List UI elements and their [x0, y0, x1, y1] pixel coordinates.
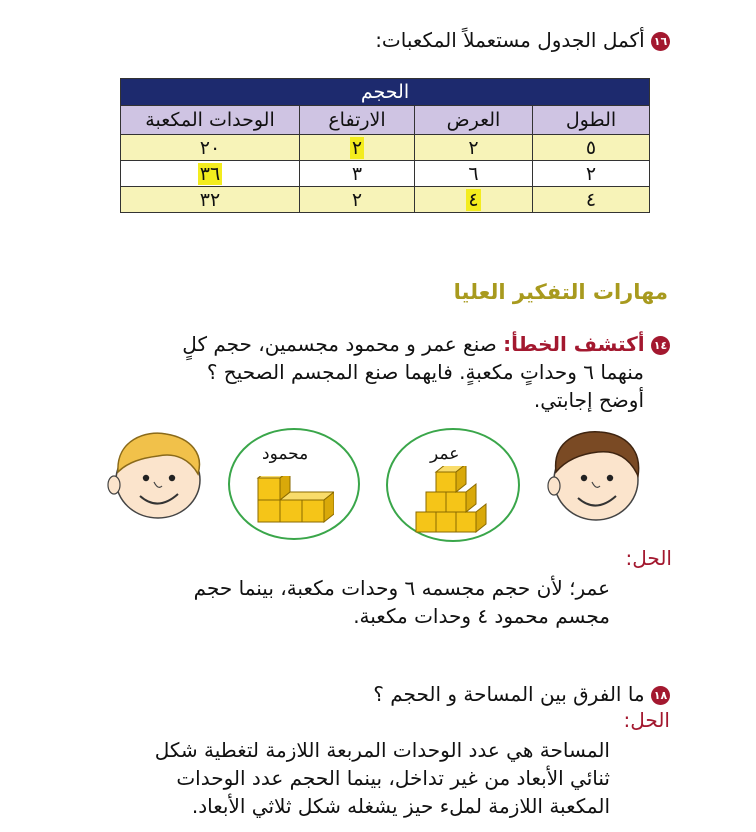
cell: ٥ [533, 135, 650, 161]
cell [300, 135, 415, 161]
cell: ٣٢ [121, 187, 300, 213]
q16-line [375, 26, 670, 54]
omar-face-illustration [540, 428, 650, 524]
table-row [121, 187, 650, 213]
q18-number-badge: ١٨ [651, 686, 670, 705]
cell: ٦ [415, 161, 533, 187]
q16-number-badge: ١٦ [651, 32, 670, 51]
cell: ٢ [415, 135, 533, 161]
header-height: الارتفاع [300, 106, 415, 135]
answer-highlight: ٣٦ [199, 162, 221, 185]
q14-text-2: منهما ٦ وحداتٍ مكعبةٍ. فايهما صنع المجسم الصحيح ؟ [206, 360, 644, 384]
q18-solution-line2: ثنائي الأبعاد من غير تداخل، بينما الحجم عدد الوحدات [176, 766, 610, 790]
q14-solution-line1: عمر؛ لأن حجم مجسمه ٦ وحدات مكعبة، بينما حجم [193, 576, 610, 600]
cell [415, 187, 533, 213]
q14-text-1: صنع عمر و محمود مجسمين، حجم كلٍ [182, 332, 497, 356]
q18-solution-line3: المكعبة اللازمة لملء حيز يشغله شكل ثلاثي الأبعاد. [191, 794, 610, 818]
cell: ٢ [300, 187, 415, 213]
q18-text: ما الفرق بين المساحة و الحجم ؟ [373, 682, 645, 706]
cell: ٣ [300, 161, 415, 187]
q14-solution-line2: مجسم محمود ٤ وحدات مكعبة. [353, 604, 610, 628]
cell: ٢ [533, 161, 650, 187]
mahmoud-label: محمود [262, 444, 309, 464]
header-cubic-units: الوحدات المكعبة [121, 106, 300, 135]
cell [121, 161, 300, 187]
q16-text: أكمل الجدول مستعملاً المكعبات: [375, 28, 645, 52]
omar-label: عمر [430, 444, 460, 464]
omar-cubes-icon [410, 466, 494, 534]
volume-table [120, 78, 650, 213]
q18-solution-line1: المساحة هي عدد الوحدات المربعة اللازمة لتغطية شكل [154, 738, 610, 762]
header-length: الطول [533, 106, 650, 135]
q18-solution-label: الحل: [623, 708, 670, 732]
table-row [121, 135, 650, 161]
mahmoud-face-illustration [106, 430, 216, 522]
cell: ٤ [533, 187, 650, 213]
cell: ٢٠ [121, 135, 300, 161]
answer-highlight: ٤ [468, 188, 479, 211]
answer-highlight: ٢ [351, 136, 363, 159]
q14-text-3: أوضح إجابتي. [533, 388, 644, 412]
mahmoud-cubes-icon [254, 476, 334, 528]
table-title: الحجم [121, 79, 650, 106]
q14-label: أكتشف الخطأ: [503, 332, 645, 356]
table-row [121, 161, 650, 187]
q14-line1 [182, 330, 670, 358]
q14-number-badge: ١٤ [651, 336, 670, 355]
header-width: العرض [415, 106, 533, 135]
q14-solution-label: الحل: [625, 546, 672, 570]
q18-line [373, 680, 670, 708]
section-title: مهارات التفكير العليا [453, 280, 668, 304]
